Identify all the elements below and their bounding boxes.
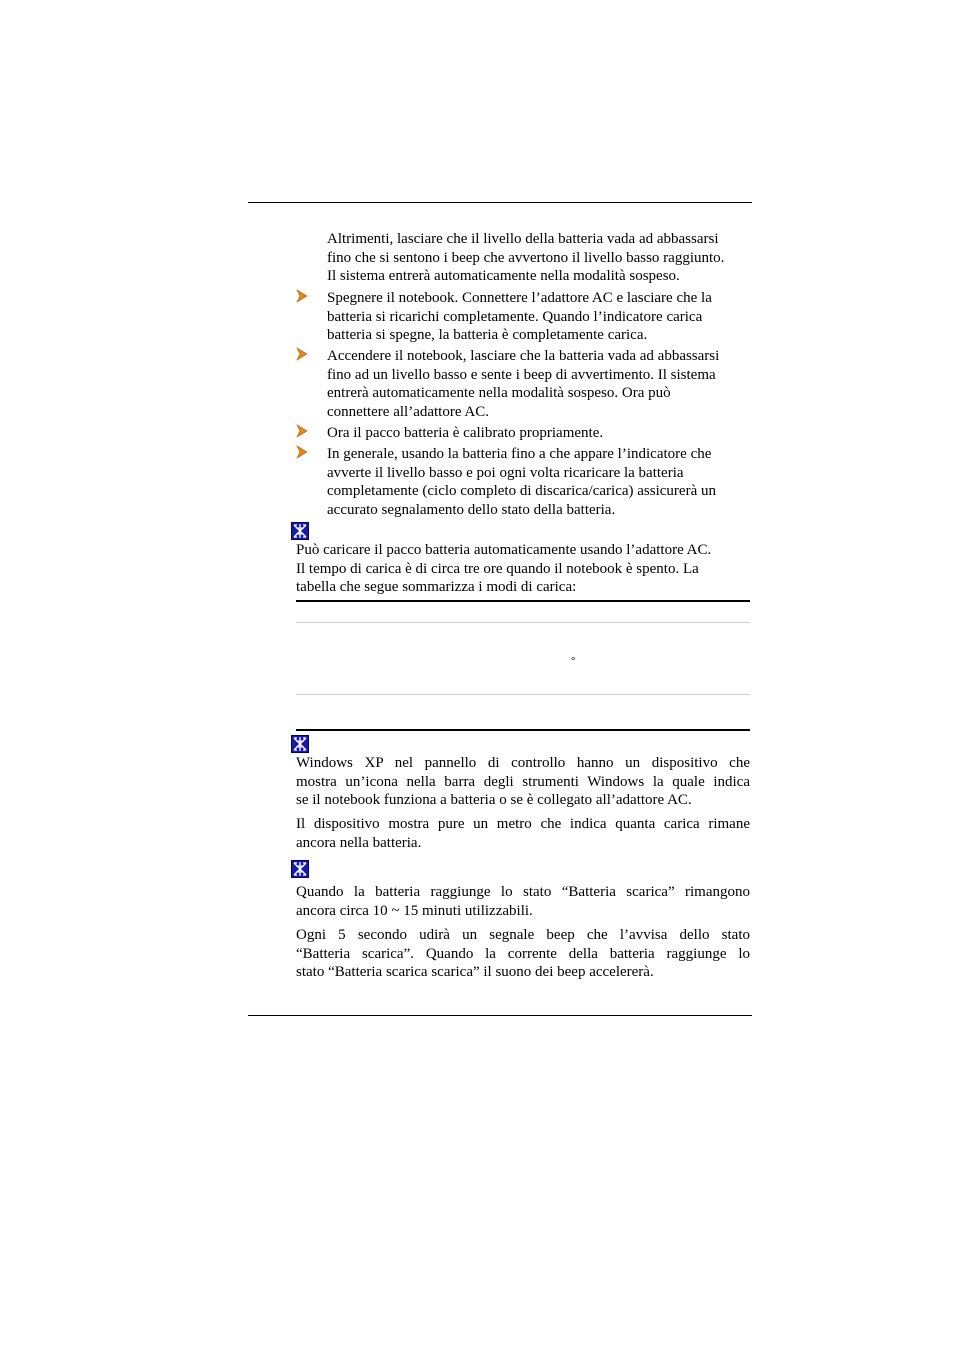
orange-arrow-bullet-icon [296, 445, 308, 459]
table-bottom-rule [296, 729, 750, 731]
bullet-line: Spegnere il notebook. Connettere l’adattore AC e lasciare che la [327, 290, 712, 306]
orange-arrow-bullet-icon [296, 289, 308, 303]
para-line: Il dispositivo mostra pure un metro che indica quanta carica rimane [296, 816, 750, 832]
intro-line: Il sistema entrerà automaticamente nella modalità sospeso. [327, 268, 680, 285]
bullet-line: fino ad un livello basso e sente i beep di avvertimento. Il sistema [327, 366, 716, 383]
para-line: Quando la batteria raggiunge lo stato “Batteria scarica” rimangono [296, 884, 750, 900]
windows-paragraph [296, 754, 750, 810]
low-battery-paragraph [296, 883, 750, 920]
header-rule [248, 202, 752, 203]
blue-note-icon [291, 860, 309, 878]
para-line: Ogni 5 secondo udirà un segnale beep che l’avvisa dello stato [296, 927, 750, 943]
intro-line: Altrimenti, lasciare che il livello della batteria vada ad abbassarsi [327, 231, 719, 247]
para-line: tabella che segue sommarizza i modi di carica: [296, 579, 577, 596]
table-degree-symbol: ° [571, 655, 576, 667]
bullet-line: In generale, usando la batteria fino a che appare l’indicatore che [327, 446, 712, 462]
para-line: mostra un’icona nella barra degli strumenti Windows la quale indica [296, 773, 750, 790]
para-line: Windows XP nel pannello di controllo hanno un dispositivo che [296, 755, 750, 771]
meter-paragraph [296, 815, 750, 852]
para-line: stato “Batteria scarica scarica” il suono dei beep accelererà. [296, 964, 654, 981]
bullet-line: connettere all’adattore AC. [327, 403, 490, 420]
orange-arrow-bullet-icon [296, 347, 308, 361]
charging-paragraph [296, 541, 750, 597]
para-line: “Batteria scarica”. Quando la corrente della batteria raggiunge lo [296, 945, 750, 962]
intro-paragraph [327, 230, 757, 286]
table-row-divider [296, 694, 750, 695]
bullet-line: batteria si ricarichi completamente. Quando l’indicatore carica [327, 308, 703, 325]
orange-arrow-bullet-icon [296, 424, 308, 438]
bullet-line: Ora il pacco batteria è calibrato propriamente. [327, 425, 604, 441]
para-line: Può caricare il pacco batteria automaticamente usando l’adattore AC. [296, 542, 712, 558]
footer-rule [248, 1015, 752, 1016]
blue-note-icon [291, 522, 309, 540]
blue-note-icon [291, 735, 309, 753]
bullet-line: completamente (ciclo completo di discarica/carica) assicurerà un [327, 483, 716, 500]
para-line: se il notebook funziona a batteria o se è collegato all’adattore AC. [296, 792, 692, 809]
bullet-line: accurato segnalamento dello stato della batteria. [327, 501, 616, 518]
beep-paragraph [296, 926, 750, 982]
bullet-line: Accendere il notebook, lasciare che la batteria vada ad abbassarsi [327, 348, 720, 364]
para-line: ancora nella batteria. [296, 834, 422, 851]
table-top-rule [296, 600, 750, 602]
para-line: ancora circa 10 ~ 15 minuti utilizzabili. [296, 902, 533, 919]
table-row-divider [296, 622, 750, 623]
bullet-line: entrerà automaticamente nella modalità sospeso. Ora può [327, 385, 671, 402]
para-line: Il tempo di carica è di circa tre ore quando il notebook è spento. La [296, 560, 699, 577]
intro-line: fino che si sentono i beep che avvertono il livello basso raggiunto. [327, 249, 725, 266]
bullet-line: batteria si spegne, la batteria è completamente carica. [327, 327, 648, 344]
bullet-line: avverte il livello basso e poi ogni volta ricaricare la batteria [327, 464, 684, 481]
